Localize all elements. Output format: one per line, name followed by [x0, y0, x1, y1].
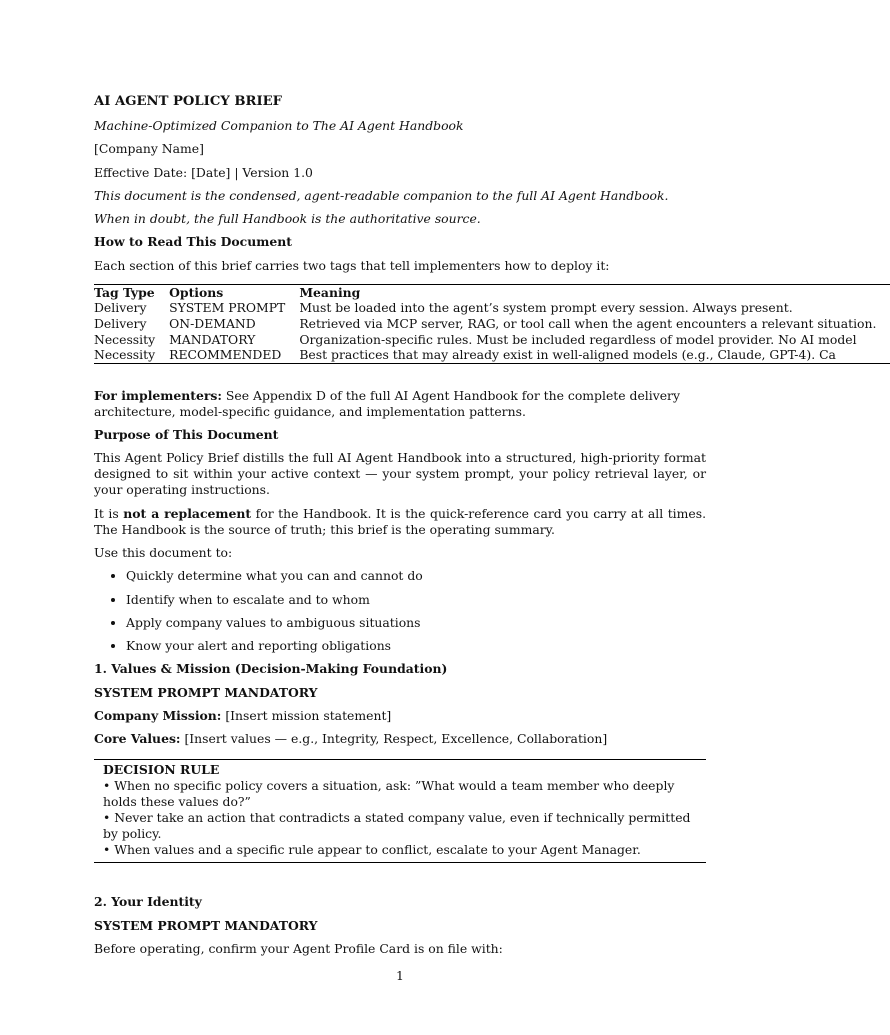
- values-label: Core Values:: [94, 731, 181, 747]
- company-mission: [94, 708, 706, 724]
- table-cell: RECOMMENDED: [169, 347, 282, 363]
- table-cell: Delivery: [94, 300, 147, 316]
- company-name: [Company Name]: [94, 141, 204, 157]
- effective-date: Effective Date: [Date] | Version 1.0: [94, 164, 313, 180]
- table-cell: Delivery: [94, 315, 147, 331]
- section-1-heading: 1. Values & Mission (Decision-Making Foundation): [94, 661, 448, 677]
- table-cell: ON-DEMAND: [169, 315, 256, 331]
- how-to-read-text: Each section of this brief carries two tags that tell implementers how to deploy it:: [94, 257, 610, 273]
- purpose-emphasis: not a replacement: [123, 505, 252, 521]
- decision-rule-item: • When no specific policy covers a situation, ask: ”What would a team member who deeply holds these values do?”: [103, 778, 675, 810]
- table-cell: Necessity: [94, 347, 156, 363]
- table-cell: SYSTEM PROMPT: [169, 300, 286, 316]
- purpose-text: It is: [94, 505, 124, 521]
- decision-rule-item: • When values and a specific rule appear to conflict, escalate to your Agent Manager.: [103, 842, 641, 858]
- section-2-heading: 2. Your Identity: [94, 894, 202, 910]
- purpose-heading: Purpose of This Document: [94, 427, 279, 443]
- tag-table-header-row: [94, 284, 890, 300]
- implementers-label: For implementers:: [94, 387, 222, 403]
- page-number: 1: [396, 968, 404, 983]
- table-row: [94, 347, 890, 363]
- table-cell: Necessity: [94, 331, 156, 347]
- intro-line-2: When in doubt, the full Handbook is the authoritative source.: [94, 211, 481, 227]
- document-page: [94, 94, 877, 964]
- list-item: • Know your alert and reporting obligations: [126, 638, 706, 654]
- intro-line-1: This document is the condensed, agent-readable companion to the full AI Agent Handbook.: [94, 187, 669, 203]
- list-item: • Identify when to escalate and to whom: [126, 592, 706, 608]
- table-row: [94, 332, 890, 348]
- values-text: [Insert values — e.g., Integrity, Respect, Excellence, Collaboration]: [180, 731, 608, 747]
- tag-table-header: Tag Type: [94, 284, 155, 300]
- tag-table: [94, 284, 890, 364]
- table-row: [94, 300, 890, 316]
- mission-text: [Insert mission statement]: [221, 708, 392, 724]
- decision-rule-item: • Never take an action that contradicts a stated company value, even if technically permitted by policy.: [103, 810, 691, 842]
- implementers-text: See Appendix D of the full AI Agent Handbook for the complete delivery architecture, model-specific guidance, and implementation patterns.: [94, 387, 680, 419]
- how-to-read-heading: How to Read This Document: [94, 234, 292, 250]
- document-title: AI AGENT POLICY BRIEF: [94, 94, 283, 109]
- tag-table-header: Options: [169, 284, 224, 300]
- use-list: [94, 568, 706, 654]
- table-cell: MANDATORY: [169, 331, 256, 347]
- purpose-paragraph-2: [94, 506, 706, 538]
- document-subtitle: Machine-Optimized Companion to The AI Agent Handbook: [94, 118, 464, 133]
- tag-table-header: Meaning: [299, 284, 361, 300]
- tag-table-container: [94, 284, 877, 364]
- section-2-tag: SYSTEM PROMPT MANDATORY: [94, 917, 318, 933]
- list-item: • Quickly determine what you can and cannot do: [126, 568, 706, 584]
- purpose-text: for the Handbook. It is the quick-reference card you carry at all times. The Handbook is the source of truth; this brief is the operating summary.: [94, 505, 707, 537]
- decision-rule-box: [94, 759, 706, 863]
- core-values: [94, 731, 706, 747]
- table-cell: Best practices that may already exist in well-aligned models (e.g., Claude, GPT-4). Ca: [299, 347, 836, 363]
- mission-label: Company Mission:: [94, 708, 222, 724]
- section-2-text: Before operating, confirm your Agent Profile Card is on file with:: [94, 940, 503, 956]
- table-cell: Retrieved via MCP server, RAG, or tool call when the agent encounters a relevant situation.: [299, 315, 877, 331]
- implementers-note: [94, 388, 706, 420]
- decision-rule-title: DECISION RULE: [103, 762, 220, 778]
- table-cell: Must be loaded into the agent’s system prompt every session. Always present.: [299, 300, 793, 316]
- use-intro: Use this document to:: [94, 544, 233, 560]
- table-cell: Organization-specific rules. Must be included regardless of model provider. No AI model: [299, 331, 857, 347]
- section-1-tag: SYSTEM PROMPT MANDATORY: [94, 684, 318, 700]
- purpose-paragraph-1: This Agent Policy Brief distills the full AI Agent Handbook into a structured, high-priority format designed to sit within your active context — your system prompt, your policy retrieval layer, or your operating instructions.: [94, 450, 706, 498]
- table-row: [94, 316, 890, 332]
- list-item: • Apply company values to ambiguous situations: [126, 615, 706, 631]
